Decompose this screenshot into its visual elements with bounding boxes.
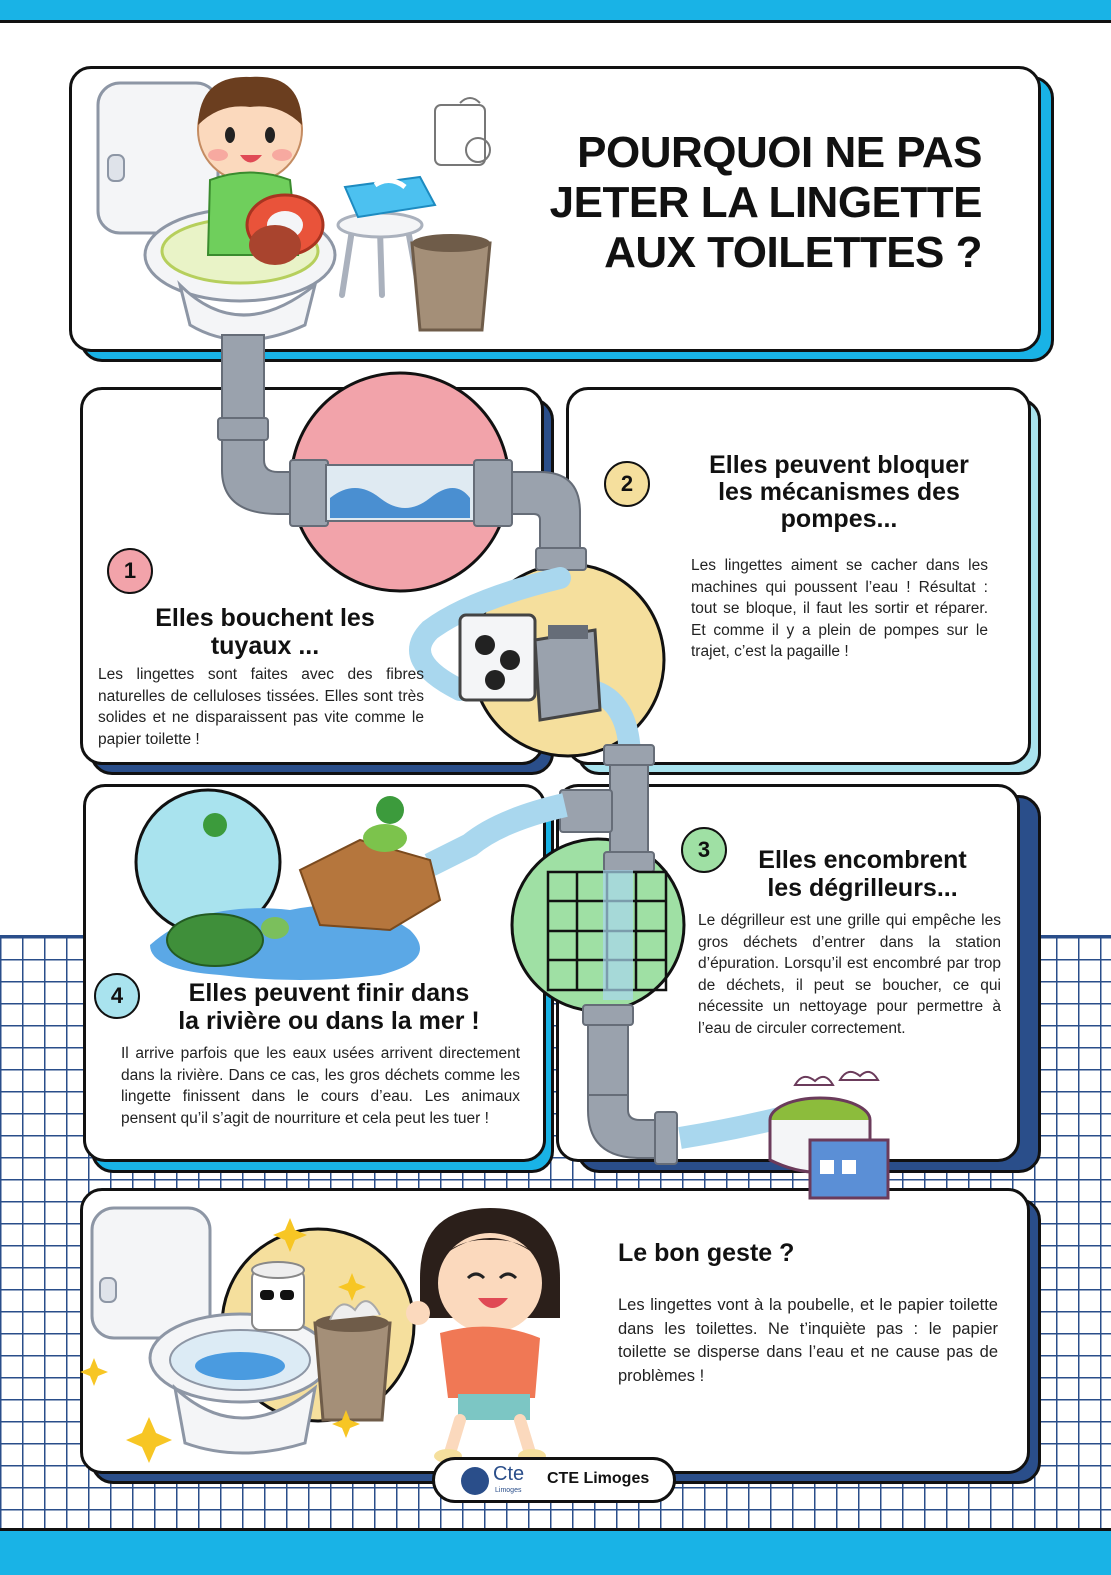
logo-text: Cte xyxy=(493,1463,525,1485)
section-1-title xyxy=(100,604,430,660)
toilet-paper-icon xyxy=(252,1262,304,1330)
section-3-title-line-1: Elles encombrent xyxy=(758,846,967,874)
conclusion-title: Le bon geste ? xyxy=(618,1239,795,1267)
section-2-text: Les lingettes aiment se cacher dans les machines qui poussent l’eau ! Résultat : tout se bloque, il faut les sortir et réparer. Et comme il y a plein de pompes sur le trajet, c’est la pagaille ! xyxy=(691,557,988,660)
green-circle xyxy=(512,839,684,1011)
section-1-number-text: 1 xyxy=(123,558,137,583)
section-2-title-line-3: pompes... xyxy=(780,505,898,533)
logo-icon xyxy=(461,1467,489,1495)
conclusion-text: Les lingettes vont à la poubelle, et le papier toilette dans les toilettes. Ne t’inquiète pas : le papier toilette se disperse dans l’eau et ne cause pas de problèmes ! xyxy=(618,1296,998,1385)
section-3-title-line-2: les dégrilleurs... xyxy=(767,874,958,902)
section-4-text: Il arrive parfois que les eaux usées arrivent directement dans la rivière. Dans ce cas, les gros déchets comme les lingette finissent dans le cours d’eau. Les animaux pensent qu’il s’agit de nourriture et cela peut les tuer ! xyxy=(121,1045,520,1127)
footer-org-name: CTE Limoges xyxy=(547,1470,650,1487)
footer-logo-pill xyxy=(432,1457,676,1503)
section-2-number xyxy=(604,461,650,507)
section-1-title-line-2: tuyaux ... xyxy=(210,632,320,660)
section-3-number xyxy=(681,827,727,873)
water-flow-5 xyxy=(680,1118,780,1138)
section-2-title-line-1: Elles peuvent bloquer xyxy=(709,451,969,479)
title-line-1: POURQUOI NE PAS xyxy=(577,128,982,177)
section-1-text: Les lingettes sont faites avec des fibres naturelles de celluloses tissées. Elles sont très solides et ne disparaissent pas vite comme le papier toilette ! xyxy=(98,666,424,748)
section-3-text: Le dégrilleur est une grille qui empêche les gros déchets d’entrer dans la station d’épuration. Lorsqu’il est encombré par trop de déchets, il peut se boucher, ce qui nécessite un nettoyage pour permettre à l’eau de circuler correctement. xyxy=(698,912,1001,1037)
section-1-title-line-1: Elles bouchent les xyxy=(155,604,375,632)
water-treatment-plant-icon xyxy=(770,1072,888,1198)
section-2-title xyxy=(680,452,998,533)
section-3-title xyxy=(735,846,990,902)
title-line-2: JETER LA LINGETTE xyxy=(549,178,982,227)
pipe-lower xyxy=(583,1005,677,1164)
section-4-title-line-2: la rivière ou dans la mer ! xyxy=(178,1007,480,1035)
section-4-number-text: 4 xyxy=(110,983,124,1008)
section-3-number-text: 3 xyxy=(697,837,711,862)
wastebasket-icon xyxy=(315,1301,390,1420)
section-2-title-line-2: les mécanismes des xyxy=(718,478,960,506)
section-4-title xyxy=(148,979,510,1035)
section-1-number xyxy=(107,548,153,594)
section-4-title-line-1: Elles peuvent finir dans xyxy=(188,979,470,1007)
section-2-number-text: 2 xyxy=(620,471,634,496)
section-4-number xyxy=(94,973,140,1019)
title-line-3: AUX TOILETTES ? xyxy=(604,228,982,277)
girl-icon xyxy=(406,1208,560,1463)
conclusion-illustration xyxy=(80,1198,580,1468)
logo-subtext: Limoges xyxy=(495,1487,522,1494)
